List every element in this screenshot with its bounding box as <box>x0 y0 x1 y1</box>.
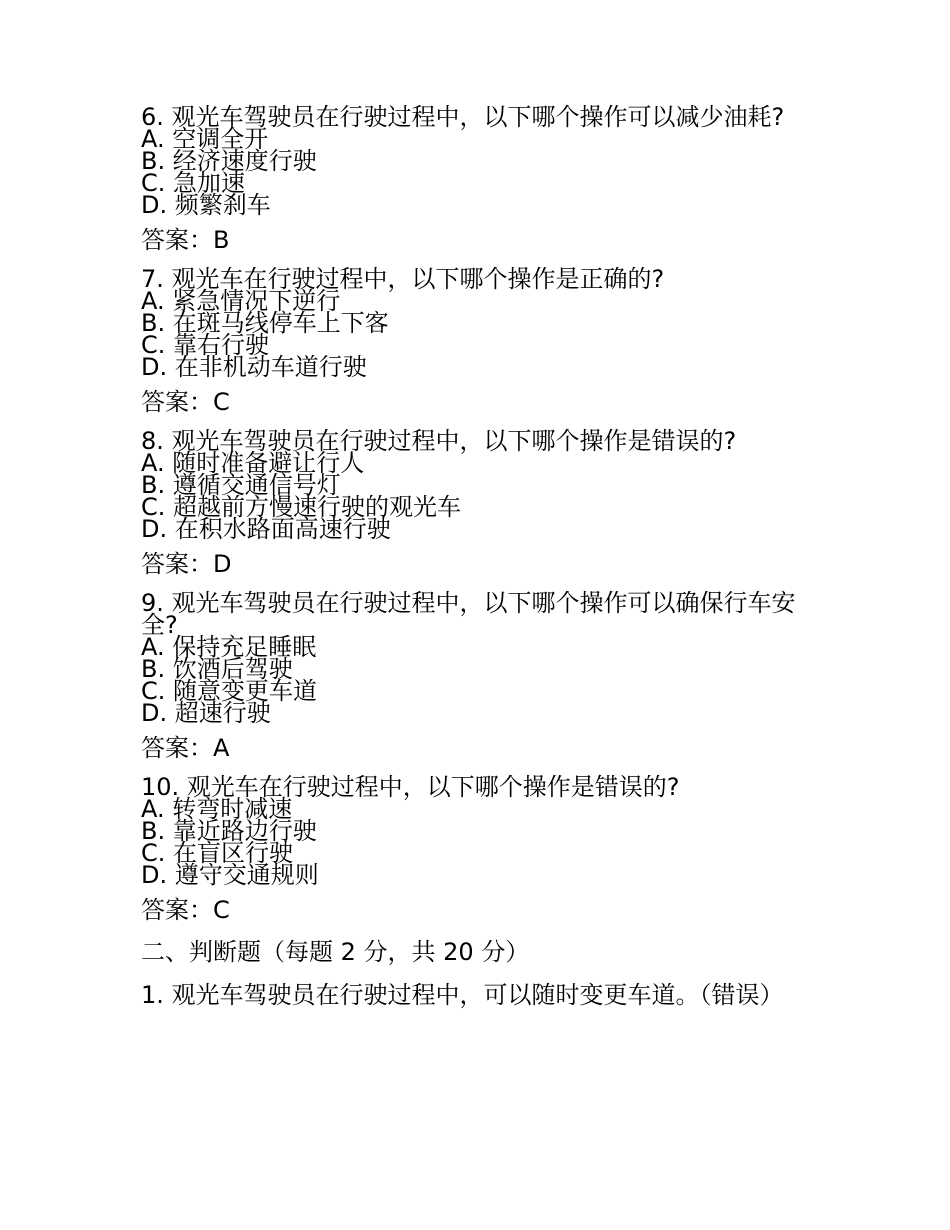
answer-line: 答案：A <box>141 734 230 762</box>
section-title: 二、判断题（每题 2 分，共 20 分） <box>141 938 530 966</box>
question-10 <box>141 773 801 889</box>
option-a: A. 保持充足睡眠 <box>141 633 317 661</box>
option-d: D. 频繁刹车 <box>141 191 271 219</box>
option-b: B. 饮酒后驾驶 <box>141 655 293 683</box>
option-a: A. 转弯时减速 <box>141 795 293 823</box>
answer-line: 答案：B <box>141 226 230 254</box>
question-6 <box>141 103 801 219</box>
option-c: C. 靠右行驶 <box>141 331 270 359</box>
option-a: A. 空调全开 <box>141 125 269 153</box>
option-b: B. 经济速度行驶 <box>141 147 317 175</box>
answer-line: 答案：D <box>141 550 232 578</box>
option-b: B. 靠近路边行驶 <box>141 817 317 845</box>
option-a: A. 紧急情况下逆行 <box>141 287 341 315</box>
question-stem: 10. 观光车在行驶过程中，以下哪个操作是错误的? <box>141 773 680 801</box>
judgment-item: 1. 观光车驾驶员在行驶过程中，可以随时变更车道。（错误） <box>141 981 784 1009</box>
question-8 <box>141 427 801 543</box>
question-stem: 9. 观光车驾驶员在行驶过程中，以下哪个操作可以确保行车安全? <box>141 589 796 639</box>
question-stem: 7. 观光车在行驶过程中，以下哪个操作是正确的? <box>141 265 665 293</box>
option-d: D. 在非机动车道行驶 <box>141 353 367 381</box>
question-7 <box>141 265 801 381</box>
question-9 <box>141 589 801 727</box>
option-d: D. 遵守交通规则 <box>141 861 319 889</box>
option-b: B. 遵循交通信号灯 <box>141 471 341 499</box>
option-c: C. 急加速 <box>141 169 246 197</box>
option-c: C. 在盲区行驶 <box>141 839 294 867</box>
option-a: A. 随时准备避让行人 <box>141 449 365 477</box>
option-c: C. 超越前方慢速行驶的观光车 <box>141 493 462 521</box>
option-d: D. 在积水路面高速行驶 <box>141 515 391 543</box>
document-page <box>141 103 801 1009</box>
option-b: B. 在斑马线停车上下客 <box>141 309 389 337</box>
answer-line: 答案：C <box>141 896 230 924</box>
option-d: D. 超速行驶 <box>141 699 271 727</box>
answer-line: 答案：C <box>141 388 230 416</box>
question-stem: 8. 观光车驾驶员在行驶过程中，以下哪个操作是错误的? <box>141 427 737 455</box>
question-stem: 6. 观光车驾驶员在行驶过程中，以下哪个操作可以减少油耗? <box>141 103 785 131</box>
option-c: C. 随意变更车道 <box>141 677 318 705</box>
